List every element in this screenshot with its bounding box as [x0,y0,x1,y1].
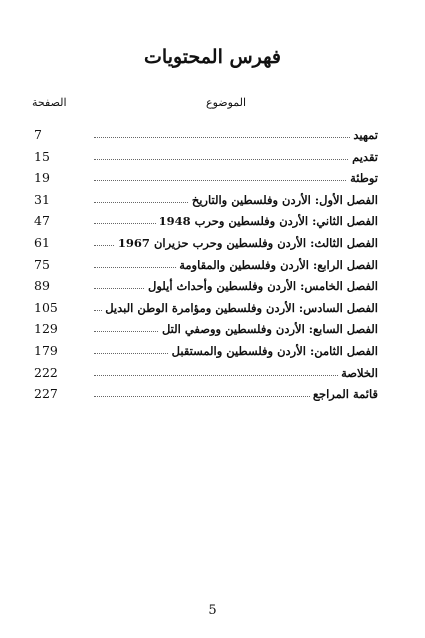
leader-dots [94,180,378,181]
toc-entry-page: 105 [34,299,58,315]
toc-entry-page: 129 [34,321,58,337]
toc-entry[interactable] [34,386,378,408]
toc-entry-label: الفصل الثالث: الأردن وفلسطين وحرب حزيران 1967 [115,235,378,251]
toc-entry-page: 222 [34,364,58,380]
toc-entry[interactable] [34,321,378,343]
toc-entry-label: الفصل السادس: الأردن وفلسطين ومؤامرة الوطن البديل [102,300,378,316]
toc-entry[interactable] [34,235,378,257]
toc-entry[interactable] [34,170,378,192]
toc-entry-label: الفصل الرابع: الأردن وفلسطين والمقاومة [176,257,378,273]
toc-entry[interactable] [34,343,378,365]
page-number: 5 [208,603,217,618]
toc-entry-label: الفصل الثاني: الأردن وفلسطين وحرب 1948 [156,213,378,229]
toc-entry-page: 61 [34,234,50,250]
toc-entry-label: تمهيد [350,127,378,143]
toc-entry-label: الفصل السابع: الأردن وفلسطين ووصفي التل [159,321,378,337]
toc-entry-page: 227 [34,386,58,402]
toc-entry-label: توطئة [347,170,378,186]
toc-entry-page: 75 [34,256,50,272]
toc-entry-page: 19 [34,170,50,186]
toc-entry[interactable] [34,192,378,214]
toc-entry-page: 179 [34,342,58,358]
toc-entry[interactable] [34,278,378,300]
leader-dots [94,375,378,376]
table-of-contents [34,127,378,408]
toc-entry-label: تقديم [349,149,378,165]
toc-entry[interactable] [34,365,378,387]
toc-entry[interactable] [34,127,378,149]
toc-entry-page: 7 [34,127,42,142]
toc-entry-label: الخلاصة [338,365,378,381]
leader-dots [94,159,378,160]
toc-entry[interactable] [34,149,378,171]
toc-entry-label: الفصل الثامن: الأردن وفلسطين والمستقبل [169,343,378,359]
topic-column-header: الموضوع [206,96,247,109]
page-title: فهرس المحتويات [144,46,281,68]
toc-entry[interactable] [34,257,378,279]
toc-entry-label: الفصل الأول: الأردن وفلسطين والتاريخ [189,192,378,208]
toc-entry-label: قائمة المراجع [310,386,378,402]
toc-entry-page: 47 [34,213,50,229]
toc-entry-page: 89 [34,278,50,294]
toc-entry-label: الفصل الخامس: الأردن وفلسطين وأحداث أيلول [145,278,378,294]
toc-entry-page: 15 [34,148,50,164]
page-column-header: الصفحة [32,96,67,109]
toc-entry[interactable] [34,213,378,235]
toc-entry[interactable] [34,300,378,322]
leader-dots [94,137,378,138]
toc-entry-page: 31 [34,191,50,207]
